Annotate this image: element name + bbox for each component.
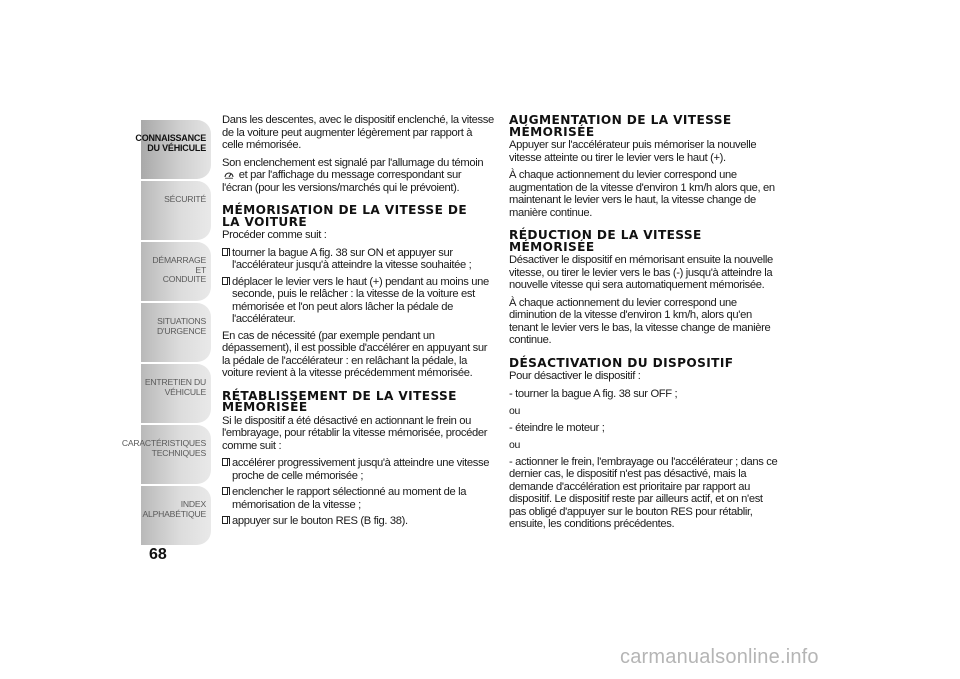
paragraph: Procéder comme suit :: [222, 229, 327, 241]
list-item-text: appuyer sur le bouton RES (B fig. 38).: [232, 515, 408, 527]
tab-connaissance-du-vehicule[interactable]: [135, 120, 211, 179]
checkbox-bullet-icon: [222, 516, 228, 524]
tab-entretien-du-vehicule[interactable]: [141, 364, 211, 423]
tab-caracteristiques-techniques[interactable]: [121, 425, 211, 484]
tab-label-line-2: CONDUITE: [162, 274, 206, 285]
tab-label-line-1: CONNAISSANCE: [135, 133, 206, 143]
paragraph: Désactiver le dispositif en mémorisant ensuite la nouvelle vitesse, ou tirer le levier vers le bas (-) jusqu'à atteindre la nouvelle vitesse qui sera automatiquement mémorisée.: [509, 254, 773, 291]
checkbox-bullet-icon: [222, 487, 228, 495]
tab-label-line-2: TECHNIQUES: [151, 447, 206, 458]
heading-augmentation: AUGMENTATION DE LA VITESSE MÉMORISÉE: [509, 112, 732, 139]
heading-reduction: RÉDUCTION DE LA VITESSE MÉMORISÉE: [509, 227, 702, 254]
list-item-text: déplacer le levier vers le haut (+) pendant au moins une seconde, puis le relâcher : la vitesse de la voiture est mémorisée et l'on peut alors lâcher la pédale de l'accélérateur.: [232, 275, 489, 325]
tab-index-alphabetique[interactable]: [141, 486, 211, 545]
tab-label-line-2: ALPHABÉTIQUE: [142, 508, 206, 519]
tab-label-line-2: VÉHICULE: [164, 386, 206, 397]
paragraph: - actionner le frein, l'embrayage ou l'accélérateur ; dans ce dernier cas, le dispositif n'est pas désactivé, mais la demande d'accélération est prioritaire par rapport au dispositif. Le dispositif reste par ailleurs actif, et on n'est pas obligé d'appuyer sur le bouton RES pour rétablir, ensuite, les conditions précédentes.: [509, 455, 778, 530]
heading-retablissement: RÉTABLISSEMENT DE LA VITESSE MÉMORISÉE: [222, 387, 457, 414]
list-item: [222, 515, 494, 528]
paragraph: À chaque actionnement du levier correspond une diminution de la vitesse d'environ 1 km/h, alors qu'en tenant le levier vers le bas, la vitesse change de manière continue.: [509, 296, 771, 346]
tab-securite[interactable]: [141, 181, 211, 240]
list-item-text: accélérer progressivement jusqu'à atteindre une vitesse proche de celle mémorisée ;: [232, 457, 490, 482]
watermark: carmanualsonline.info: [620, 646, 819, 668]
heading-desactivation: DÉSACTIVATION DU DISPOSITIF: [509, 354, 734, 370]
heading-memorisation: MÉMORISATION DE LA VITESSE DE LA VOITURE: [222, 202, 468, 229]
right-column: [509, 114, 781, 536]
tab-label-line-1: DÉMARRAGE ET: [152, 255, 206, 275]
paragraph-text: Son enclenchement est signalé par l'allumage du témoin: [222, 156, 484, 169]
tab-label-line-2: DU VÉHICULE: [147, 142, 206, 153]
checkbox-bullet-icon: [222, 248, 228, 256]
left-column: [222, 114, 494, 532]
cruise-control-warning-icon: [224, 170, 234, 179]
tab-label-line-1: ENTRETIEN DU: [144, 377, 206, 387]
separator-text: ou: [509, 439, 520, 451]
paragraph: [222, 157, 494, 195]
tab-label-line-2: D'URGENCE: [156, 325, 206, 336]
tab-label-line-1: INDEX: [180, 499, 206, 509]
tab-label-line-1: CARACTÉRISTIQUES: [121, 438, 206, 448]
checkbox-bullet-icon: [222, 277, 228, 285]
separator-text: ou: [509, 405, 520, 417]
paragraph: Dans les descentes, avec le dispositif enclenché, la vitesse de la voiture peut augmenter légèrement par rapport à celle mémorisée.: [222, 114, 494, 151]
tab-situations-d-urgence[interactable]: [141, 303, 211, 362]
page-number: 68: [149, 546, 167, 563]
paragraph: Pour désactiver le dispositif :: [509, 370, 641, 382]
list-item-text: enclencher le rapport sélectionné au moment de la mémorisation de la vitesse ;: [232, 486, 467, 511]
tab-label-line-1: SITUATIONS: [157, 316, 206, 326]
list-item: [222, 276, 494, 326]
paragraph: - éteindre le moteur ;: [509, 421, 605, 434]
paragraph: À chaque actionnement du levier correspond une augmentation de la vitesse d'environ 1 km/h alors que, en maintenant le levier vers le haut, la vitesse change de manière continue.: [509, 169, 775, 219]
list-item: [222, 457, 494, 482]
paragraph: En cas de nécessité (par exemple pendant un dépassement), il est possible d'accélérer en appuyant sur la pédale de l'accélérateur : en relâchant la pédale, la voiture revient à la vitesse précédemment mémorisée.: [222, 329, 488, 379]
paragraph: Appuyer sur l'accélérateur puis mémoriser la nouvelle vitesse atteinte ou tirer le levier vers le haut (+).: [509, 139, 757, 164]
list-item: [222, 247, 494, 272]
list-item-text: tourner la bague A fig. 38 sur ON et appuyer sur l'accélérateur jusqu'à atteindre la vitesse souhaitée ;: [232, 246, 472, 271]
tab-label-line-1: SÉCURITÉ: [164, 194, 206, 204]
tab-demarrage-et-conduite[interactable]: [141, 242, 211, 301]
paragraph-text: et par l'affichage du message correspondant sur l'écran (pour les versions/marchés qui le prévoient).: [222, 169, 462, 194]
checkbox-bullet-icon: [222, 458, 228, 466]
list-item: [222, 486, 494, 511]
paragraph: Si le dispositif a été désactivé en actionnant le frein ou l'embrayage, pour rétablir la vitesse mémorisée, procéder comme suit :: [222, 414, 488, 452]
paragraph: - tourner la bague A fig. 38 sur OFF ;: [509, 387, 678, 400]
